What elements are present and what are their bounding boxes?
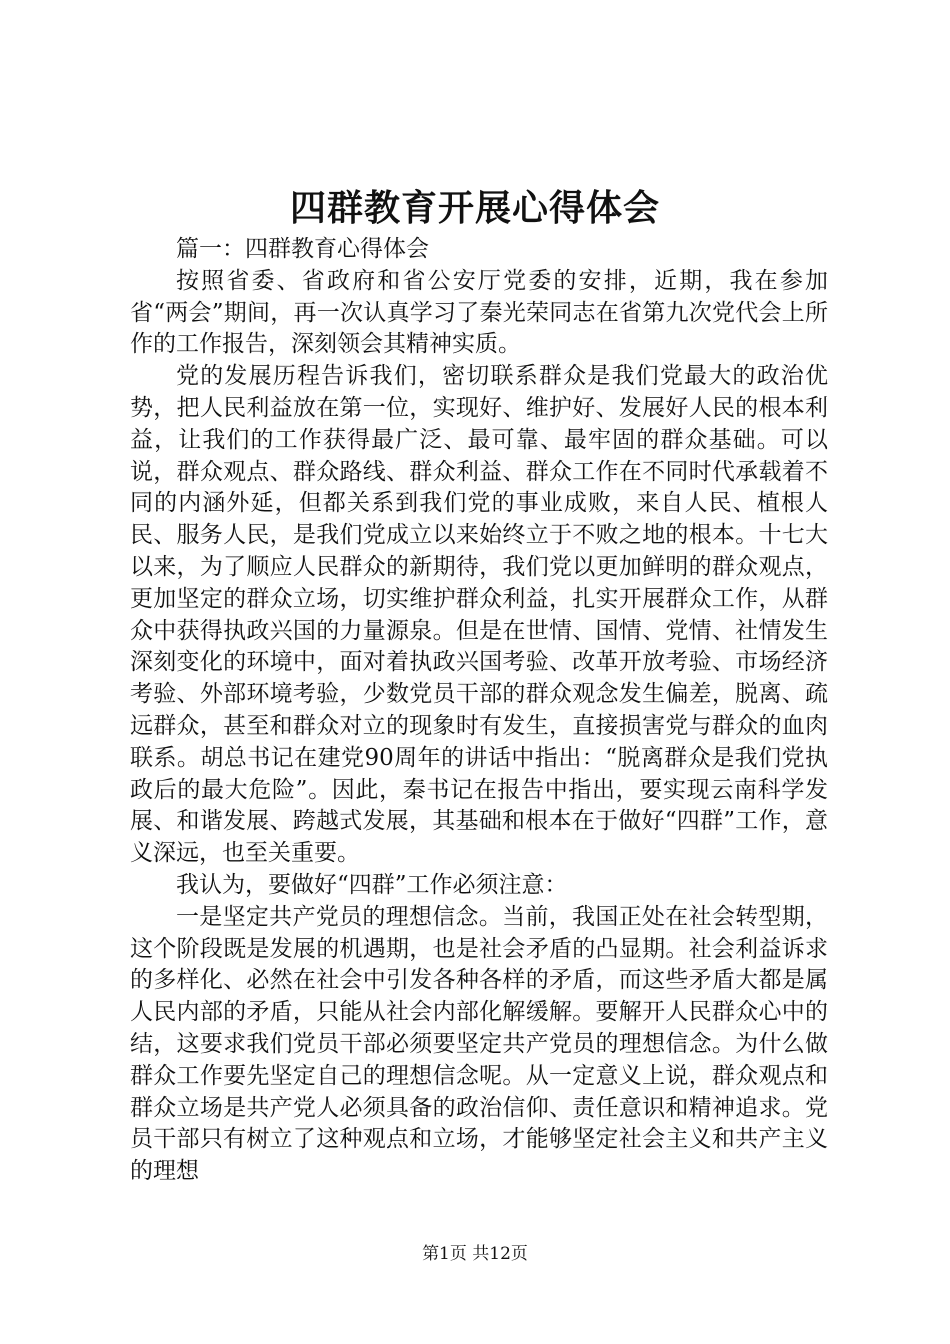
paragraph: 我认为，要做好“四群”工作必须注意： bbox=[176, 871, 568, 898]
document-body bbox=[130, 234, 828, 1188]
page-total: 共12页 bbox=[472, 1244, 528, 1264]
paragraph: 党的发展历程告诉我们，密切联系群众是我们党最大的政治优势，把人民利益放在第一位，实现好、维护好、发展好人民的根本利益，让我们的工作获得最广泛、最可靠、最牢固的群众基础。可以说，群众观点、群众路线、群众利益、群众工作在不同时代承载着不同的内涵外延，但都关系到我们党的事业成败，来自人民、植根人民、服务人民，是我们党成立以来始终立于不败之地的根本。十七大以来，为了顺应人民群众的新期待，我们党以更加鲜明的群众观点，更加坚定的群众立场，切实维护群众利益，扎实开展群众工作，从群众中获得执政兴国的力量源泉。但是在世情、国情、党情、社情发生深刻变化的环境中，面对着执政兴国考验、改革开放考验、市场经济考验、外部环境考验，少数党员干部的群众观念发生偏差，脱离、疏远群众，甚至和群众对立的现象时有发生，直接损害党与群众的血肉联系。胡总书记在建党90周年的讲话中指出：“脱离群众是我们党执政后的最大危险”。因此，秦书记在报告中指出，要实现云南科学发展、和谐发展、跨越式发展，其基础和根本在于做好“四群”工作，意义深远，也至关重要。 bbox=[130, 363, 828, 867]
document-title: 四群教育开展心得体会 bbox=[289, 187, 660, 229]
paragraph: 按照省委、省政府和省公安厅党委的安排，近期，我在参加省“两会”期间，再一次认真学习了秦光荣同志在省第九次党代会上所作的工作报告，深刻领会其精神实质。 bbox=[130, 267, 828, 358]
page-footer bbox=[0, 1242, 950, 1266]
paragraph: 一是坚定共产党员的理想信念。当前，我国正处在社会转型期，这个阶段既是发展的机遇期，也是社会矛盾的凸显期。社会利益诉求的多样化、必然在社会中引发各种各样的矛盾，而这些矛盾大都是属人民内部的矛盾，只能从社会内部化解缓解。要解开人民群众心中的结，这要求我们党员干部必须要坚定共产党员的理想信念。为什么做群众工作要先坚定自己的理想信念呢。从一定意义上说，群众观点和群众立场是共产党人必须具备的政治信仰、责任意识和精神追求。党员干部只有树立了这种观点和立场，才能够坚定社会主义和共产主义的理想 bbox=[130, 903, 828, 1185]
page-number: 第1页 bbox=[422, 1244, 467, 1264]
paragraph-section-heading: 篇一：四群教育心得体会 bbox=[176, 236, 429, 262]
